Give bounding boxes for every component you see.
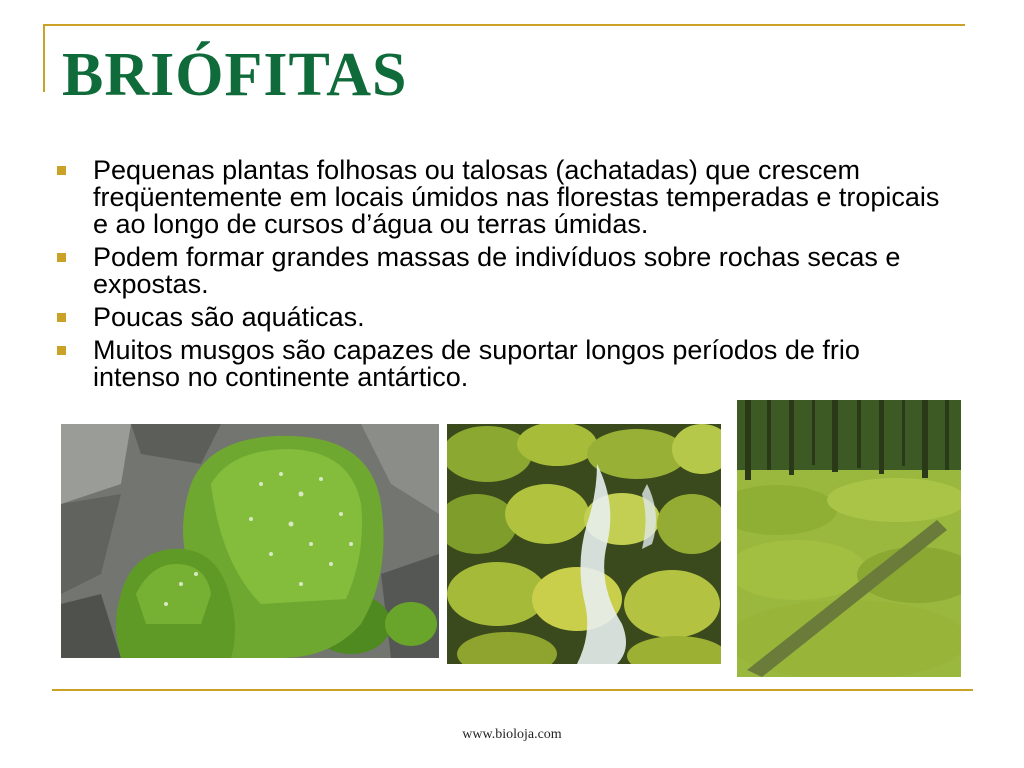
bullet-item [52,157,952,238]
bullet-text: Poucas são aquáticas. [93,302,365,332]
square-bullet-icon [57,166,66,175]
left-rule [43,24,45,92]
moss-cushion-on-rocks-photo [61,424,439,658]
square-bullet-icon [57,313,66,322]
square-bullet-icon [57,253,66,262]
mossy-stream-rocks-photo [447,424,721,664]
bullet-item [52,304,952,331]
bottom-rule [52,689,973,691]
bullet-text: Pequenas plantas folhosas ou talosas (achatadas) que crescem freqüentemente em locais úmidos nas florestas temperadas e tropicais e ao longo de cursos d’água ou terras úmidas. [93,155,940,239]
bullet-list [52,157,952,397]
bullet-text: Muitos musgos são capazes de suportar longos períodos de frio intenso no continente antártico. [93,335,860,392]
top-rule [43,24,965,26]
bullet-item [52,337,952,391]
bullet-item [52,244,952,298]
square-bullet-icon [57,346,66,355]
bullet-text: Podem formar grandes massas de indivíduos sobre rochas secas e expostas. [93,242,901,299]
slide-title: BRIÓFITAS [62,41,408,109]
moss-covered-forest-floor-photo [737,400,961,677]
footer-url: www.bioloja.com [462,727,562,742]
